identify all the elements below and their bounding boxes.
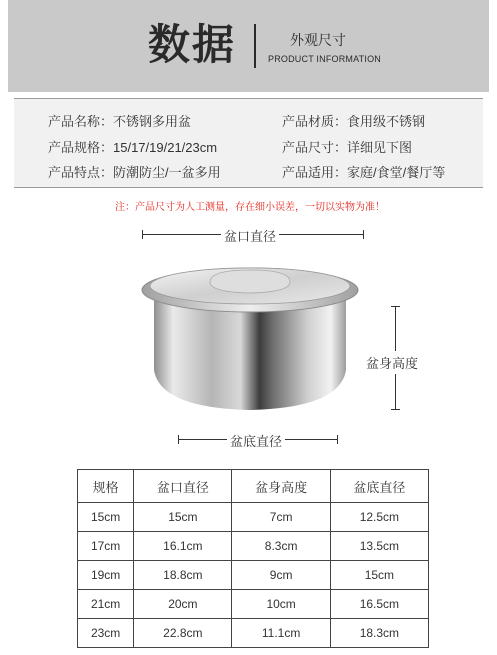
table-cell: 7cm: [232, 503, 330, 532]
size-table: [77, 469, 429, 648]
banner-subtitle-cn: 外观尺寸: [290, 32, 346, 48]
table-row: [78, 532, 429, 561]
table-cell: 15cm: [134, 503, 232, 532]
table-cell: 16.1cm: [134, 532, 232, 561]
product-spec: 产品规格：15/17/19/21/23cm: [48, 140, 218, 155]
top-dim-cap-left: [142, 230, 143, 239]
top-diameter-label: 盆口直径: [221, 226, 279, 245]
product-feature: 产品特点：防潮防尘/一盆多用: [48, 165, 221, 180]
table-cell: 18.8cm: [134, 561, 232, 590]
banner-subtitle-en: PRODUCT INFORMATION: [268, 54, 381, 64]
table-row: [78, 590, 429, 619]
table-cell: 20cm: [134, 590, 232, 619]
table-cell: 15cm: [78, 503, 134, 532]
table-cell: 16.5cm: [330, 590, 428, 619]
table-cell: 15cm: [330, 561, 428, 590]
table-cell: 8.3cm: [232, 532, 330, 561]
height-dim-cap-top: [391, 306, 400, 307]
header-bottom-diameter: 盆底直径: [330, 470, 428, 503]
height-dim-cap-bottom: [391, 409, 400, 410]
product-info-panel: [14, 98, 483, 188]
product-size: 产品尺寸：详细见下图: [282, 140, 413, 155]
top-dim-cap-right: [363, 230, 364, 239]
table-row: [78, 619, 429, 648]
table-cell: 23cm: [78, 619, 134, 648]
table-cell: 18.3cm: [330, 619, 428, 648]
header-spec: 规格: [78, 470, 134, 503]
table-cell: 9cm: [232, 561, 330, 590]
header-banner: [8, 0, 489, 92]
table-header-row: [78, 470, 429, 503]
bottom-dim-cap-left: [178, 435, 179, 444]
table-cell: 21cm: [78, 590, 134, 619]
table-cell: 19cm: [78, 561, 134, 590]
table-cell: 12.5cm: [330, 503, 428, 532]
table-row: [78, 561, 429, 590]
product-material: 产品材质：食用级不锈钢: [282, 114, 426, 129]
height-label: 盆身高度: [364, 351, 420, 374]
basin-illustration: [130, 252, 370, 422]
table-cell: 13.5cm: [330, 532, 428, 561]
table-cell: 10cm: [232, 590, 330, 619]
header-top-diameter: 盆口直径: [134, 470, 232, 503]
lid-handle: [210, 270, 290, 293]
banner-title: 数据: [148, 21, 237, 68]
table-cell: 22.8cm: [134, 619, 232, 648]
product-usage: 产品适用：家庭/食堂/餐厅等: [282, 165, 446, 180]
bottom-dim-cap-right: [337, 435, 338, 444]
bottom-diameter-label: 盆底直径: [227, 431, 285, 450]
measurement-note: 注：产品尺寸为人工测量，存在细小误差，一切以实物为准！: [115, 202, 385, 213]
table-cell: 17cm: [78, 532, 134, 561]
product-name: 产品名称：不锈钢多用盆: [48, 114, 192, 129]
header-height: 盆身高度: [232, 470, 330, 503]
banner-divider: [254, 24, 256, 68]
table-row: [78, 503, 429, 532]
table-cell: 11.1cm: [232, 619, 330, 648]
